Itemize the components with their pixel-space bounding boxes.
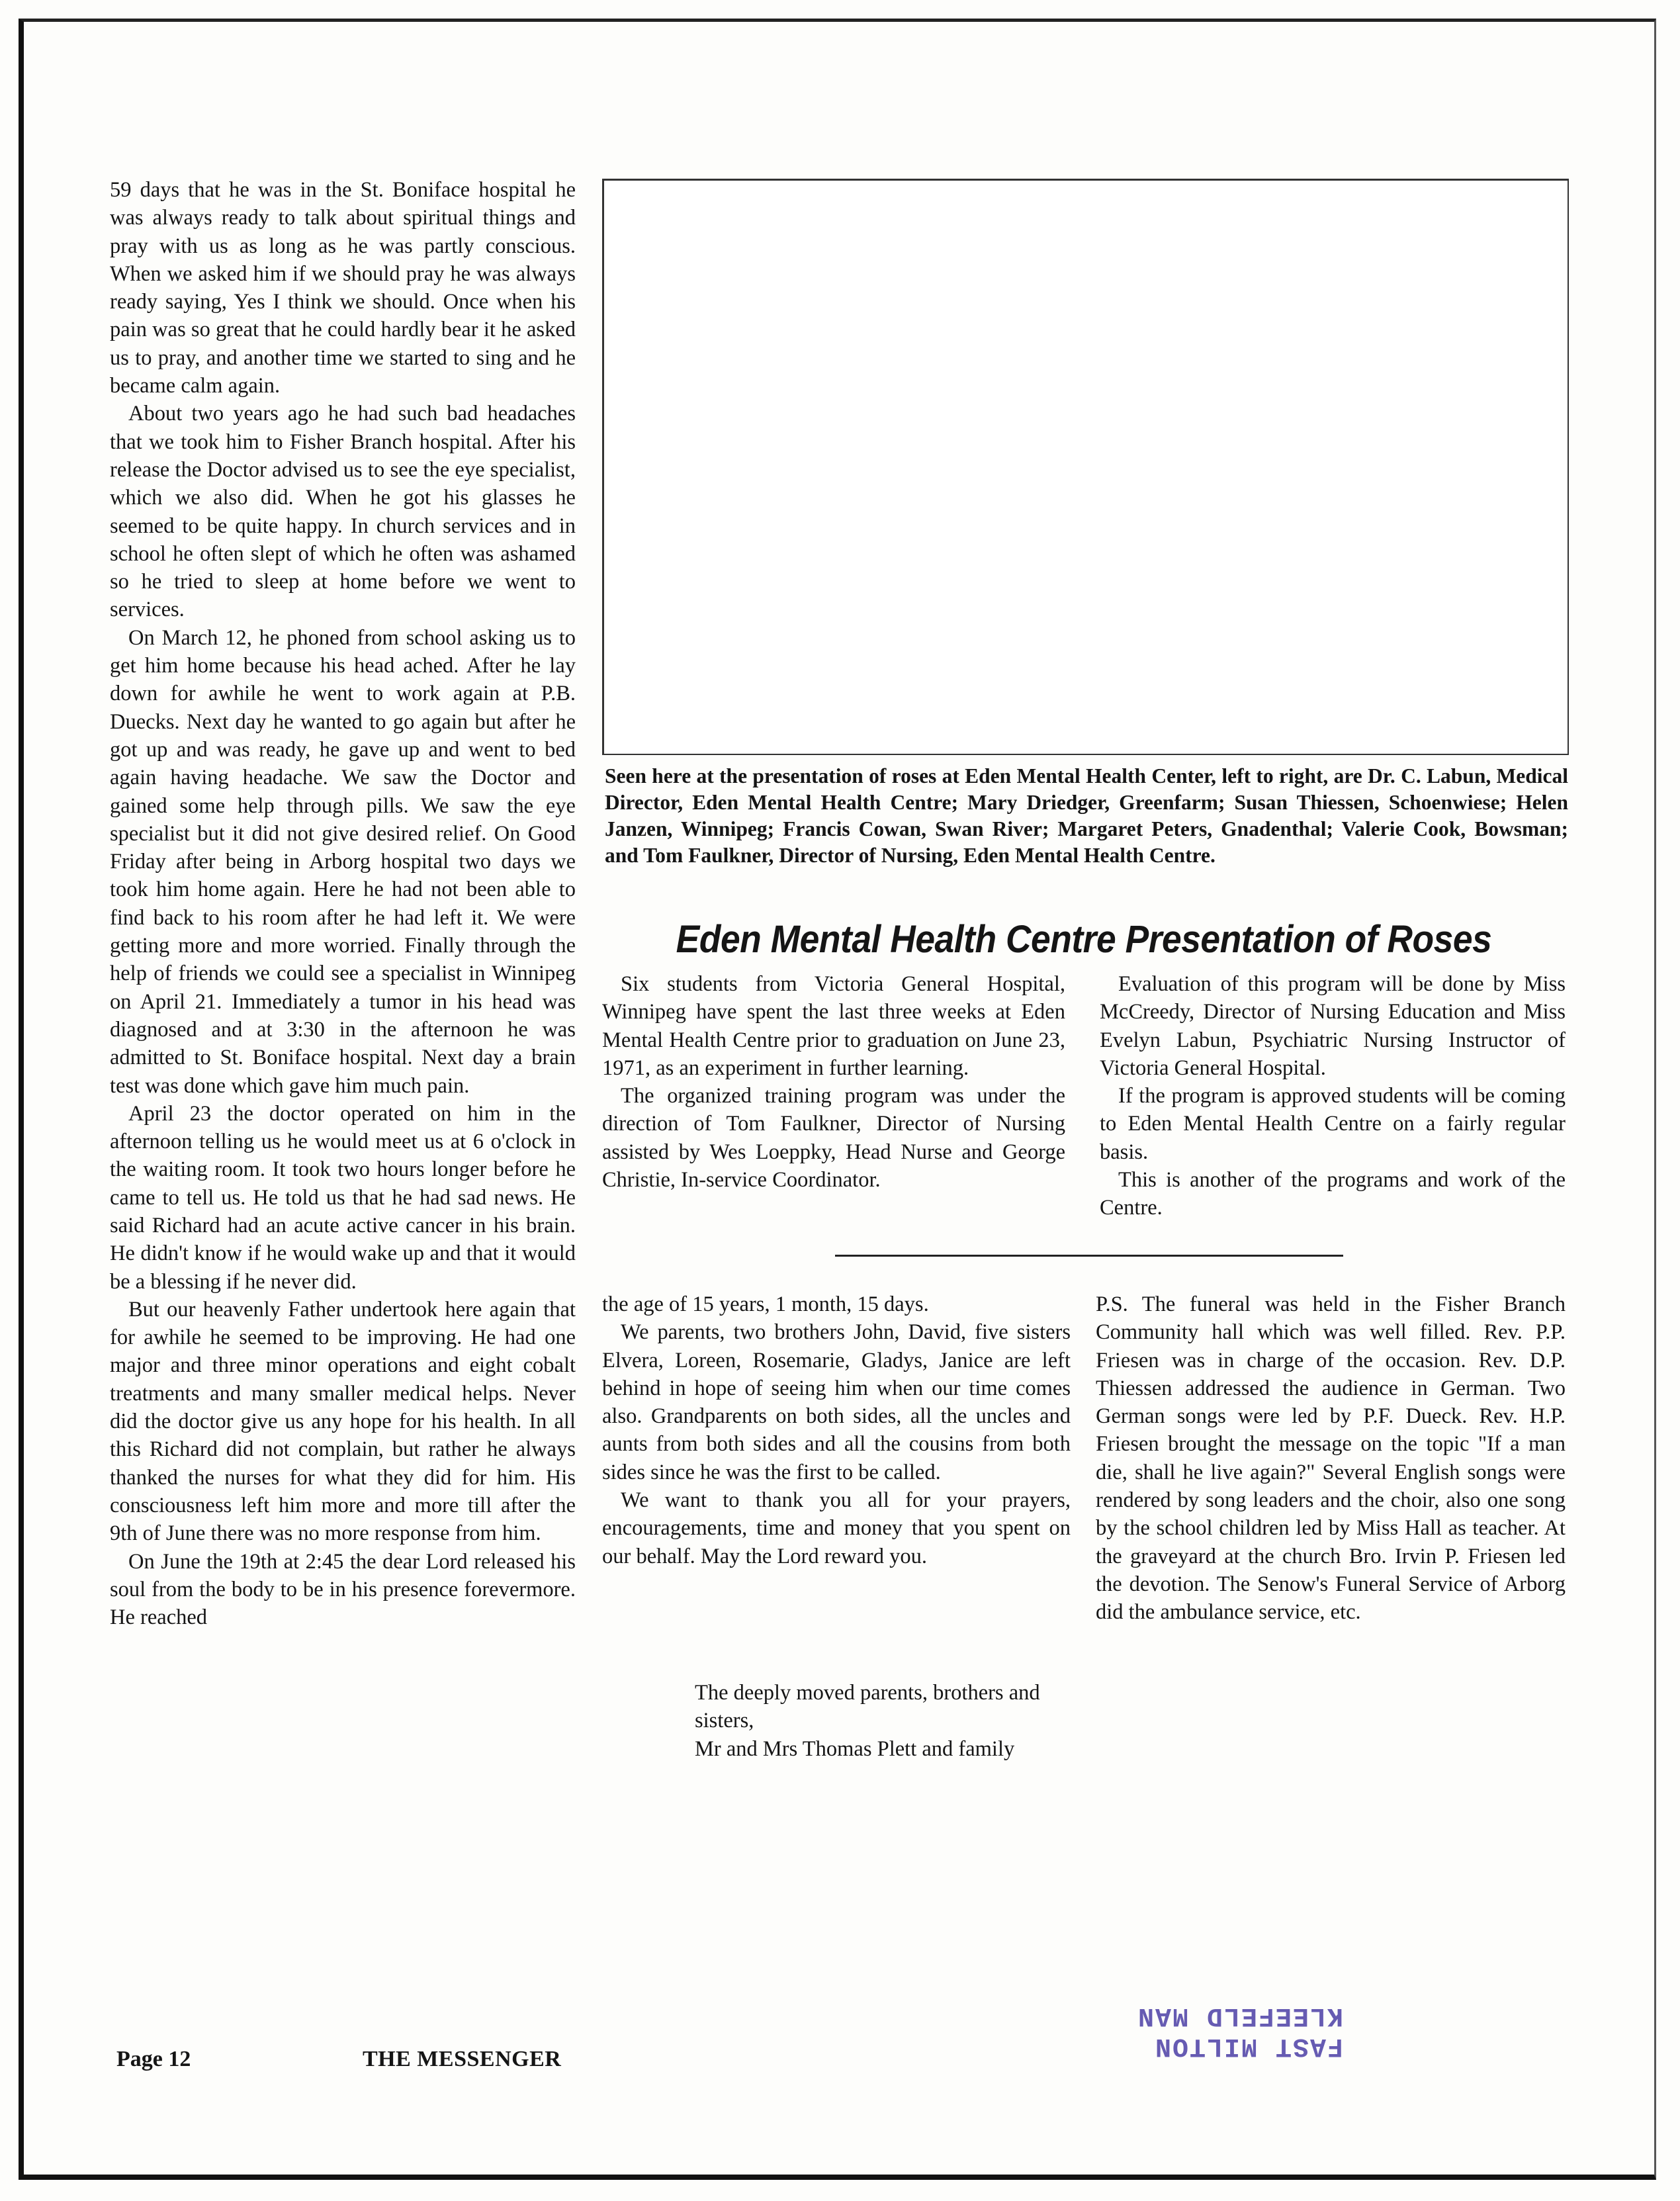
article-divider bbox=[835, 1255, 1343, 1257]
paragraph: On June the 19th at 2:45 the dear Lord released his soul from the body to be in his presence forevermore. He reached bbox=[110, 1549, 576, 1630]
article-headline: Eden Mental Health Centre Presentation of Roses bbox=[676, 918, 1492, 961]
stamp-line: KLEEFELD MAN bbox=[1136, 2000, 1343, 2030]
paragraph: On March 12, he phoned from school asking us to get him home because his head ached. After he lay down for awhile he went to work again at P.B. Duecks. Next day he wanted to go again but after he got up and was ready, he gave up and went to bed again having headache. We saw the Doctor and gained some help through pills. We saw the eye specialist but it did not give desired relief. On Good Friday after being in Arborg hospital two days we took him home again. Here he had not been able to find back to his room after he had left it. We were getting more and more worried. Finally through the help of friends we could see a specialist in Winnipeg on April 21. Immediately a tumor in his head was diagnosed and at 3:30 in the afternoon he was admitted to St. Boniface hospital. Next day a brain test was done which gave him much pain. bbox=[110, 625, 576, 1098]
paragraph: the age of 15 years, 1 month, 15 days. bbox=[602, 1292, 929, 1316]
signoff bbox=[695, 1679, 1092, 1763]
eden-article-column-1 bbox=[602, 970, 1065, 1194]
paragraph: But our heavenly Father undertook here again that for awhile he seemed to be improving. He had one major and three minor operations and eight cobalt treatments and many smaller medical helps. Never did the doctor give us any hope for his health. In all this Richard did not complain, but rather he always thanked the nurses for what they did for him. His consciousness left him more and more till after the 9th of June there was no more response from him. bbox=[110, 1297, 576, 1546]
paragraph: Six students from Victoria General Hospital, Winnipeg have spent the last three weeks at Eden Mental Health Centre prior to graduation on June 23, 1971, as an experiment in further learning. bbox=[602, 972, 1065, 1080]
paragraph: Evaluation of this program will be done by Miss McCreedy, Director of Nursing Education and Miss Evelyn Labun, Psychiatric Nursing Instructor of Victoria General Hospital. bbox=[1100, 972, 1566, 1080]
signoff-line: Mr and Mrs Thomas Plett and family bbox=[695, 1736, 1015, 1761]
page-number: Page 12 bbox=[116, 2047, 191, 2071]
paragraph: We parents, two brothers John, David, five sisters Elvera, Loreen, Rosemarie, Gladys, Janice are left behind in hope of seeing him when our time comes also. Grandparents on both sides, all the uncles and aunts from both sides and all the cousins from both sides since he was the first to be called. bbox=[602, 1320, 1071, 1484]
paragraph: April 23 the doctor operated on him in the afternoon telling us he would meet us at 6 o'clock in the waiting room. It took two hours longer before he came to tell us. He told us that he had sad news. He said Richard had an acute active cancer in his brain. He didn't know if he would wake up and that it would be a blessing if he never did. bbox=[110, 1101, 576, 1294]
paragraph: We want to thank you all for your prayers, encouragements, time and money that you spent on our behalf. May the Lord reward you. bbox=[602, 1488, 1071, 1568]
eden-article-column-2 bbox=[1100, 970, 1566, 1222]
publication-title: THE MESSENGER bbox=[363, 2047, 562, 2071]
paragraph: About two years ago he had such bad headaches that we took him to Fisher Branch hospital. After his release the Doctor advised us to see the eye specialist, which we also did. When he got his glasses he seemed to be quite happy. In church services and in school he often slept of which he often was ashamed so he tried to sleep at home before we went to services. bbox=[110, 402, 576, 622]
photo-placeholder bbox=[602, 179, 1569, 755]
paragraph: If the program is approved students will be coming to Eden Mental Health Centre on a fairly regular basis. bbox=[1100, 1084, 1566, 1164]
stamp-line: FAST MILTON bbox=[1153, 2031, 1343, 2061]
obituary-column-right bbox=[1096, 1290, 1566, 1627]
photo-caption: Seen here at the presentation of roses at Eden Mental Health Center, left to right, are Dr. C. Labun, Medical Director, Eden Mental Health Centre; Mary Driedger, Greenfarm; Susan Thiessen, Schoenwiese; Helen Janzen, Winnipeg; Francis Cowan, Swan River; Margaret Peters, Gnadenthal; Valerie Cook, Bowsman; and Tom Faulkner, Director of Nursing, Eden Mental Health Centre. bbox=[605, 764, 1568, 867]
obituary-column-middle bbox=[602, 1290, 1071, 1570]
paragraph: 59 days that he was in the St. Boniface hospital he was always ready to talk about spiritual things and pray with us as long as he was partly conscious. When we asked him if we should pray he was always ready saying, Yes I think we should. Once when his pain was so great that he could hardly bear it he asked us to pray, and another time we started to sing and he became calm again. bbox=[110, 178, 576, 398]
obituary-column-left bbox=[110, 176, 576, 1631]
signoff-line: The deeply moved parents, brothers and sisters, bbox=[695, 1681, 1040, 1733]
paragraph: P.S. The funeral was held in the Fisher Branch Community hall which was well filled. Rev. P.P. Friesen was in charge of the occasion. Rev. D.P. Thiessen addressed the audience in German. Two German songs were led by P.F. Dueck. Rev. H.P. Friesen brought the message on the topic "If a man die, shall he live again?" Several English songs were rendered by song leaders and the choir, also one song by the school children led by Miss Hall as teacher. At the graveyard at the church Bro. Irvin P. Friesen led the devotion. The Senow's Funeral Service of Arborg did the ambulance service, etc. bbox=[1096, 1292, 1566, 1625]
paragraph: This is another of the programs and work of the Centre. bbox=[1100, 1168, 1566, 1220]
address-stamp bbox=[1118, 2000, 1343, 2061]
paragraph: The organized training program was under the direction of Tom Faulkner, Director of Nursing assisted by Wes Loeppky, Head Nurse and George Christie, In-service Coordinator. bbox=[602, 1084, 1065, 1192]
